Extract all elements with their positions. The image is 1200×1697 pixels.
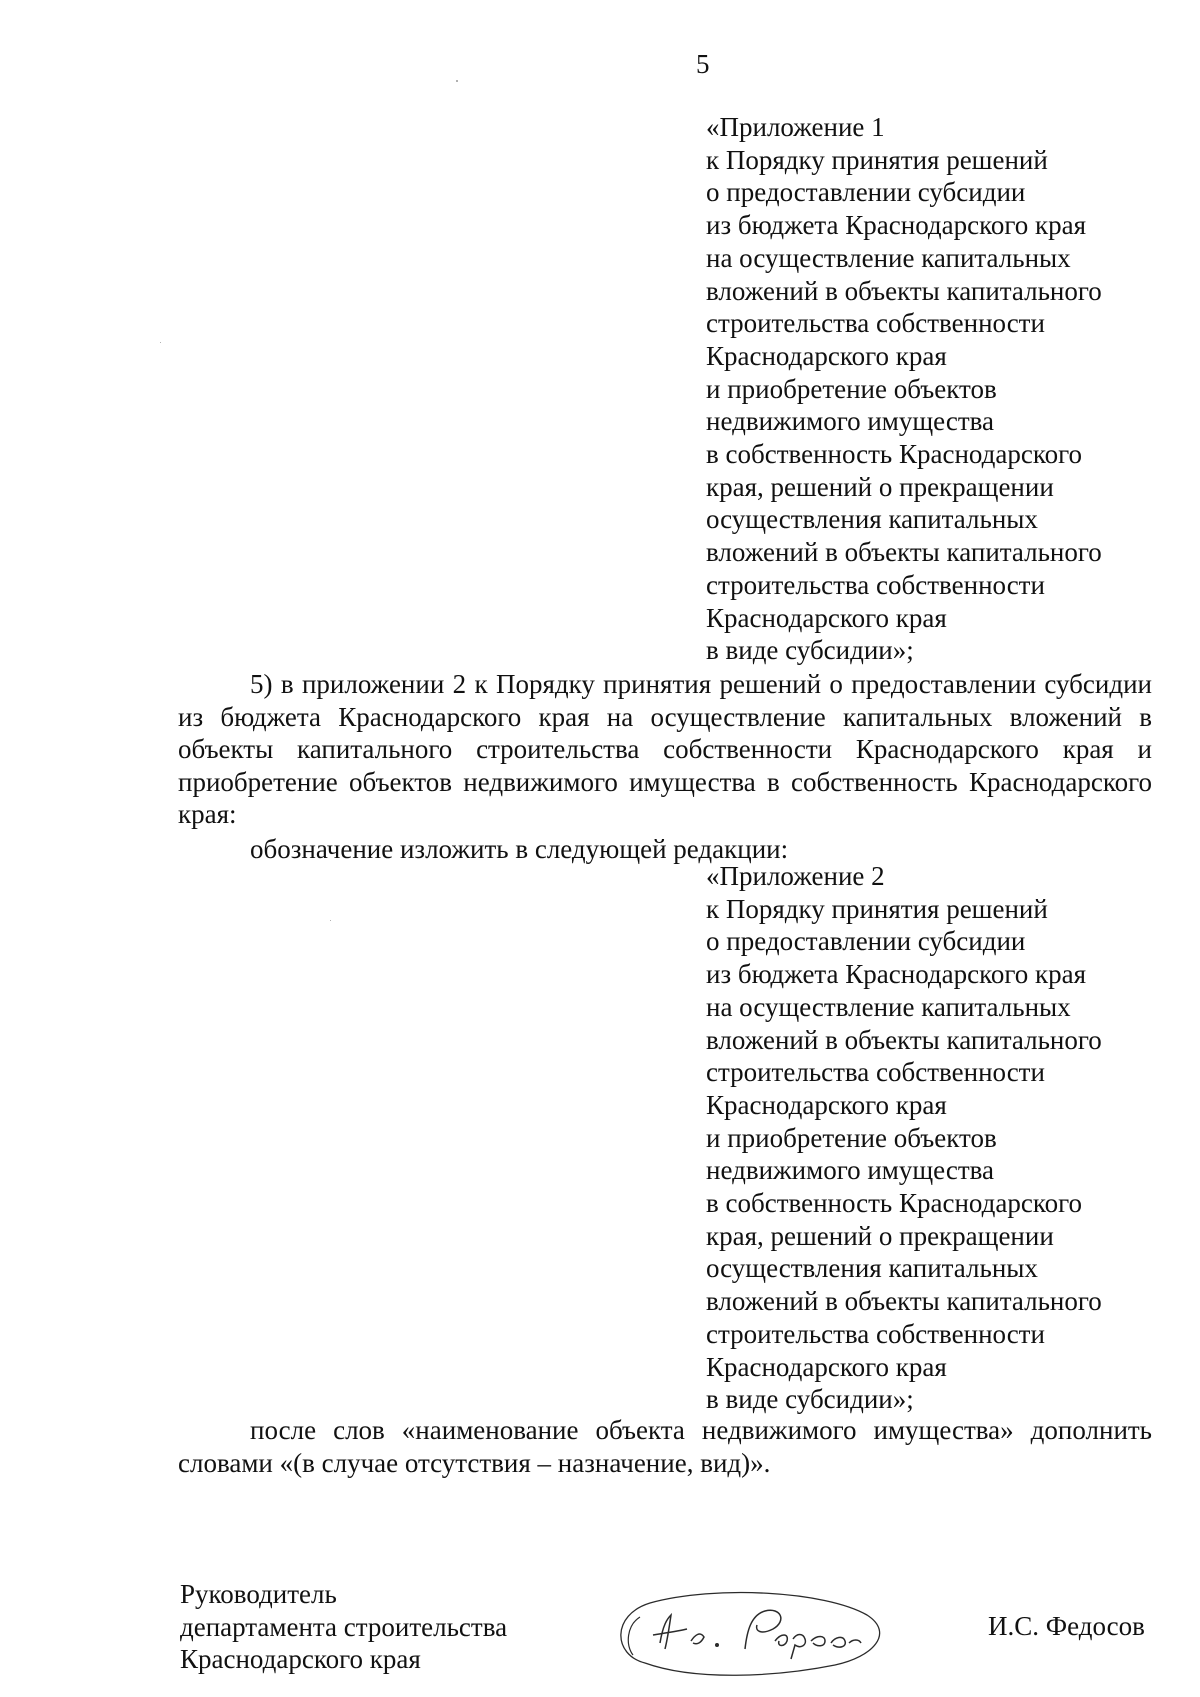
appendix-2-heading — [706, 860, 1102, 1416]
appendix-line: вложений в объекты капитального — [706, 275, 1102, 306]
appendix-line: «Приложение 1 — [706, 112, 885, 142]
appendix-line: осуществления капитальных — [706, 1253, 1038, 1284]
scan-speck — [456, 80, 458, 82]
signatory-title — [180, 1578, 507, 1676]
appendix-1-heading — [706, 111, 1102, 667]
signatory-title-line: департамента строительства — [180, 1611, 508, 1642]
appendix-line: из бюджета Краснодарского края — [706, 959, 1087, 990]
closing-paragraph: после слов «наименование объекта недвижимого имущества» дополнить словами «(в случае отсутствия – назначение, вид)». — [178, 1415, 1152, 1478]
appendix-line: строительства собственности — [706, 308, 1045, 339]
appendix-line: в виде субсидии»; — [706, 1384, 914, 1415]
appendix-line: вложений в объекты капитального — [706, 537, 1102, 568]
appendix-line: и приобретение объектов — [706, 373, 997, 404]
scan-speck — [160, 342, 161, 343]
appendix-line: из бюджета Краснодарского края — [706, 210, 1087, 241]
signatory-title-line: Руководитель — [180, 1579, 337, 1609]
heading-instruction: обозначение изложить в следующей редакции: — [250, 834, 789, 864]
signatory-name: И.С. Федосов — [988, 1611, 1145, 1641]
appendix-line: вложений в объекты капитального — [706, 1024, 1102, 1055]
appendix-line: недвижимого имущества — [706, 1155, 994, 1186]
handwritten-signature — [605, 1585, 895, 1690]
appendix-line: в собственность Краснодарского — [706, 1188, 1082, 1219]
signatory-title-line: Краснодарского края — [180, 1644, 421, 1675]
page-number: 5 — [696, 49, 710, 79]
appendix-line: в собственность Краснодарского — [706, 439, 1082, 470]
scan-speck — [330, 920, 331, 921]
appendix-line: к Порядку принятия решений — [706, 893, 1048, 924]
appendix-line: в виде субсидии»; — [706, 635, 914, 666]
appendix-line: на осуществление капитальных — [706, 242, 1071, 273]
appendix-line: края, решений о прекращении — [706, 1220, 1054, 1251]
appendix-line: недвижимого имущества — [706, 406, 994, 437]
appendix-line: о предоставлении субсидии — [706, 177, 1026, 208]
appendix-line: строительства собственности — [706, 1057, 1045, 1088]
appendix-line: о предоставлении субсидии — [706, 926, 1026, 957]
appendix-line: Краснодарского края — [706, 340, 947, 371]
appendix-line: «Приложение 2 — [706, 861, 885, 891]
amendment-paragraph: 5) в приложении 2 к Порядку принятия решений о предоставлении субсидии из бюджета Краснодарского края на осуществление капитальных вложений в объекты капитального строительства собственности Краснодарского края и приобретение объектов недвижимого имущества в собственность Краснодарского края: — [178, 669, 1152, 829]
appendix-line: на осуществление капитальных — [706, 991, 1071, 1022]
appendix-line: Краснодарского края — [706, 602, 947, 633]
appendix-line: Краснодарского края — [706, 1351, 947, 1382]
appendix-line: строительства собственности — [706, 569, 1045, 600]
appendix-line: Краснодарского края — [706, 1089, 947, 1120]
appendix-line: осуществления капитальных — [706, 504, 1038, 535]
appendix-line: вложений в объекты капитального — [706, 1286, 1102, 1317]
appendix-line: к Порядку принятия решений — [706, 144, 1048, 175]
appendix-line: и приобретение объектов — [706, 1122, 997, 1153]
appendix-line: края, решений о прекращении — [706, 471, 1054, 502]
appendix-line: строительства собственности — [706, 1318, 1045, 1349]
